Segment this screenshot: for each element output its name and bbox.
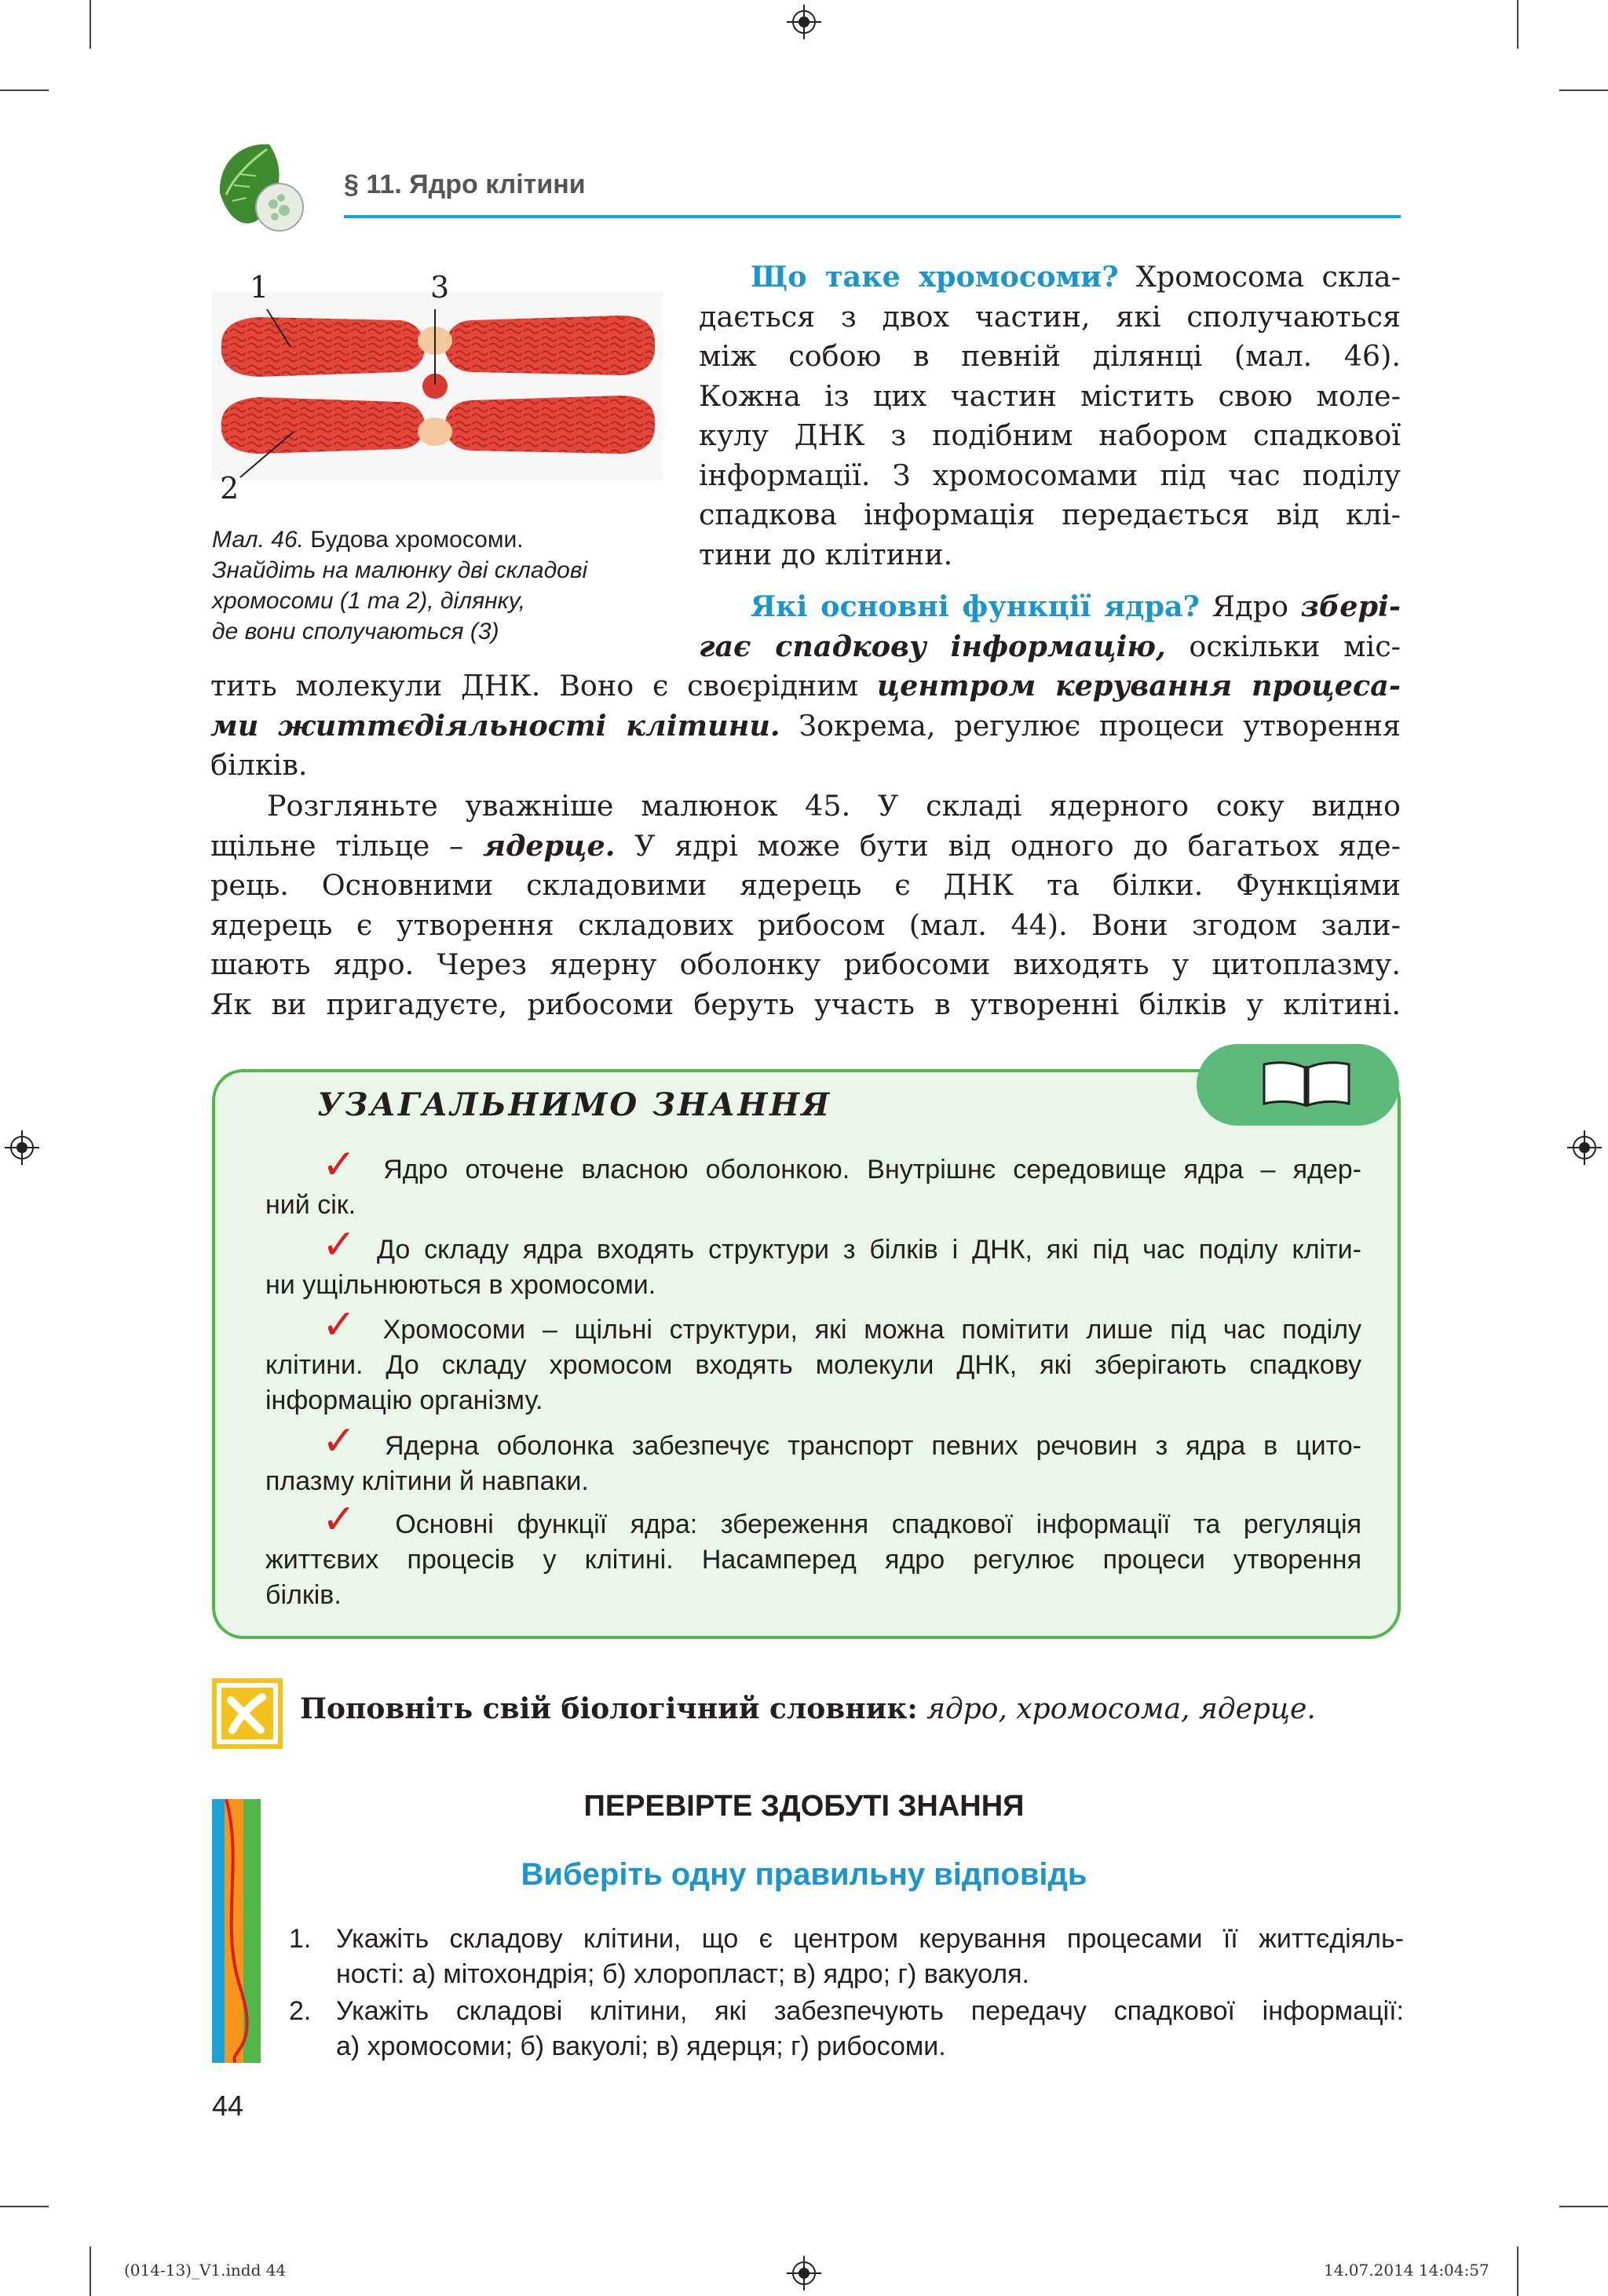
crop-mark — [1517, 2247, 1518, 2296]
crop-mark — [0, 89, 49, 91]
crop-mark — [1517, 0, 1518, 49]
chromosome-illustration — [212, 292, 663, 480]
quiz-question: 1. Укажіть складову клітини, що є центром керування процесами її життєдіяль- ності: а) мітохондрія; б) хлоропласт; в) ядро; г) вакуоля. — [289, 1922, 1404, 1992]
paragraph-nucleus-functions-top: Які основні функції ядра? Ядро зберi- гає спадкову інформацію, оскільки міс- — [699, 590, 1402, 663]
summary-item: ✓ Ядерна оболонка забезпечує транспорт певних речовин з ядра в цито- плазму клітини й навпаки. — [265, 1418, 1361, 1496]
open-book-icon — [1259, 1058, 1354, 1110]
registration-mark-icon — [787, 2256, 821, 2291]
figure-label: 3 — [430, 270, 450, 305]
dictionary-icon — [212, 1678, 283, 1749]
summary-title: УЗАГАЛЬНИМО ЗНАННЯ — [317, 1086, 832, 1123]
text-line: спадкова інформація передається від клі- — [699, 498, 1401, 531]
summary-item: ✓ Ядро оточене власною оболонкою. Внутрішнє середовище ядра – ядер- ний сік. — [265, 1141, 1362, 1220]
crop-mark — [0, 2206, 49, 2207]
figure-caption — [212, 524, 667, 647]
checkmark-icon: ✓ — [322, 1301, 366, 1349]
caption-task-line: де вони сполучаються (3) — [212, 619, 499, 644]
caption-task-line: хромосоми (1 та 2), ділянку, — [212, 588, 526, 614]
quiz-subtitle: Виберіть одну правильну відповідь — [521, 1857, 1087, 1892]
text-line: дається з двох частин, які сполучаються — [699, 299, 1401, 334]
text-line: між собою в певній ділянці (мал. 46). — [699, 339, 1401, 373]
checkmark-icon: ✓ — [322, 1496, 372, 1543]
text-line: Кожна із цих частин містить свою моле- — [699, 378, 1401, 413]
crop-mark — [90, 0, 91, 49]
checkmark-icon: ✓ — [322, 1221, 364, 1268]
crop-mark — [1559, 2206, 1608, 2207]
text-line: Розгляньте уважніше малюнок 45. У складі ядерного соку видно — [267, 789, 1401, 823]
summary-item: ✓ Хромосоми – щільні структури, які можна помітити лише під час поділу клітини. До складу хромосом входять молекули ДНК, які зберігають спадкову інформацію організму. — [265, 1301, 1362, 1415]
dictionary-label: Поповніть свій біологічний словник: — [300, 1692, 918, 1725]
quiz-title: ПЕРЕВІРТЕ ЗДОБУТІ ЗНАННЯ — [583, 1790, 1025, 1823]
summary-item: ✓ До складу ядра входять структури з білків і ДНК, які під час поділу кліти- ни ущільнюються в хромосоми. — [265, 1221, 1361, 1300]
text-line: білків. — [210, 748, 308, 782]
section-title: § 11. Ядро клітини — [344, 170, 586, 199]
text-line: рець. Основними складовими ядерець є ДНК та білки. Функціями — [210, 868, 1401, 902]
text-line: Як ви пригадуєте, рибосоми беруть участь в утворенні білків у клітині. — [210, 987, 1401, 1021]
checkmark-icon: ✓ — [322, 1418, 367, 1465]
text-line: тини до клітини. — [699, 537, 953, 571]
page-number: 44 — [212, 2090, 244, 2122]
caption-task-line: Знайдіть на малюнку дві складові — [212, 557, 588, 583]
print-slug-right: 14.07.2014 14:04:57 — [1324, 2261, 1489, 2280]
crop-mark — [1559, 89, 1608, 91]
checkmark-icon: ✓ — [322, 1141, 367, 1188]
question-number: 2. — [289, 1996, 312, 2026]
registration-mark-icon — [1567, 1130, 1602, 1165]
decorative-stripe — [212, 1799, 261, 2063]
caption-text: Будова хромосоми. — [303, 527, 524, 553]
figure-label: 2 — [220, 471, 239, 506]
summary-item: ✓ Основні функції ядра: збереження спадкової інформації та регуляція життєвих процесів у клітині. Насамперед ядро регулює процеси утворення білків. — [265, 1496, 1361, 1610]
text-line: кулу ДНК з подібним набором спадкової — [699, 418, 1401, 452]
header-rule — [344, 215, 1401, 218]
crop-mark — [90, 2247, 91, 2296]
leaf-cell-logo-icon — [210, 138, 309, 240]
dictionary-line — [300, 1692, 1316, 1725]
paragraph-nucleolus: Розгляньте уважніше малюнок 45. У складі ядерного соку видно щільне тільце – ядерце. У ядрі може бути від одного до багатьох яде- рець. Основними складовими ядерець є ДНК та білки. Функціями ядерець є утворення складових рибосом (мал. 44). Вони згодом зали- шають ядро. Через ядерну оболонку рибосоми виходять у цитоплазму. Як ви пригадуєте, рибосоми беруть участь в утворенні білків у клітині. — [210, 787, 1401, 1024]
print-slug-left: (014-13)_V1.indd 44 — [124, 2261, 287, 2280]
paragraph-chromosomes: Що таке хромосоми? Хромосома скла- дається з двох частин, які сполучаються між собою в певній ділянці (мал. 46). Кожна із цих частин містить свою моле- кулу ДНК з подібним набором спадкової інформації. З хромосомами під час поділу спадкова інформація передається від клі- тини до клітини. — [699, 257, 1401, 575]
question-heading: Що таке хромосоми? — [751, 260, 1119, 294]
registration-mark-icon — [5, 1130, 39, 1165]
figure-label: 1 — [250, 270, 269, 305]
text-line: інформації. З хромосомами під час поділу — [699, 458, 1401, 492]
text-line: шають ядро. Через ядерну оболонку рибосоми виходять у цитоплазму. — [210, 947, 1401, 981]
chromosome-figure — [212, 292, 663, 480]
paragraph-nucleus-functions: тить молекули ДНК. Воно є своєрідним центром керування процеса- ми життєдіяльності клітини. Зокрема, регулює процеси утворення білків. — [210, 666, 1401, 786]
quiz-question: 2. Укажіть складові клітини, які забезпечують передачу спадкової інформації: а) хромосоми; б) вакуолі; в) ядерця; г) рибосоми. — [289, 1994, 1404, 2064]
text-line: ядерець є утворення складових рибосом (мал. 44). Вони згодом зали- — [210, 907, 1401, 942]
registration-mark-icon — [787, 5, 821, 39]
dictionary-terms: ядро, хромосома, ядерце. — [917, 1693, 1316, 1725]
question-heading: Які основні функції ядра? — [751, 590, 1201, 623]
question-number: 1. — [289, 1924, 312, 1954]
caption-title: Мал. 46. — [212, 527, 304, 553]
